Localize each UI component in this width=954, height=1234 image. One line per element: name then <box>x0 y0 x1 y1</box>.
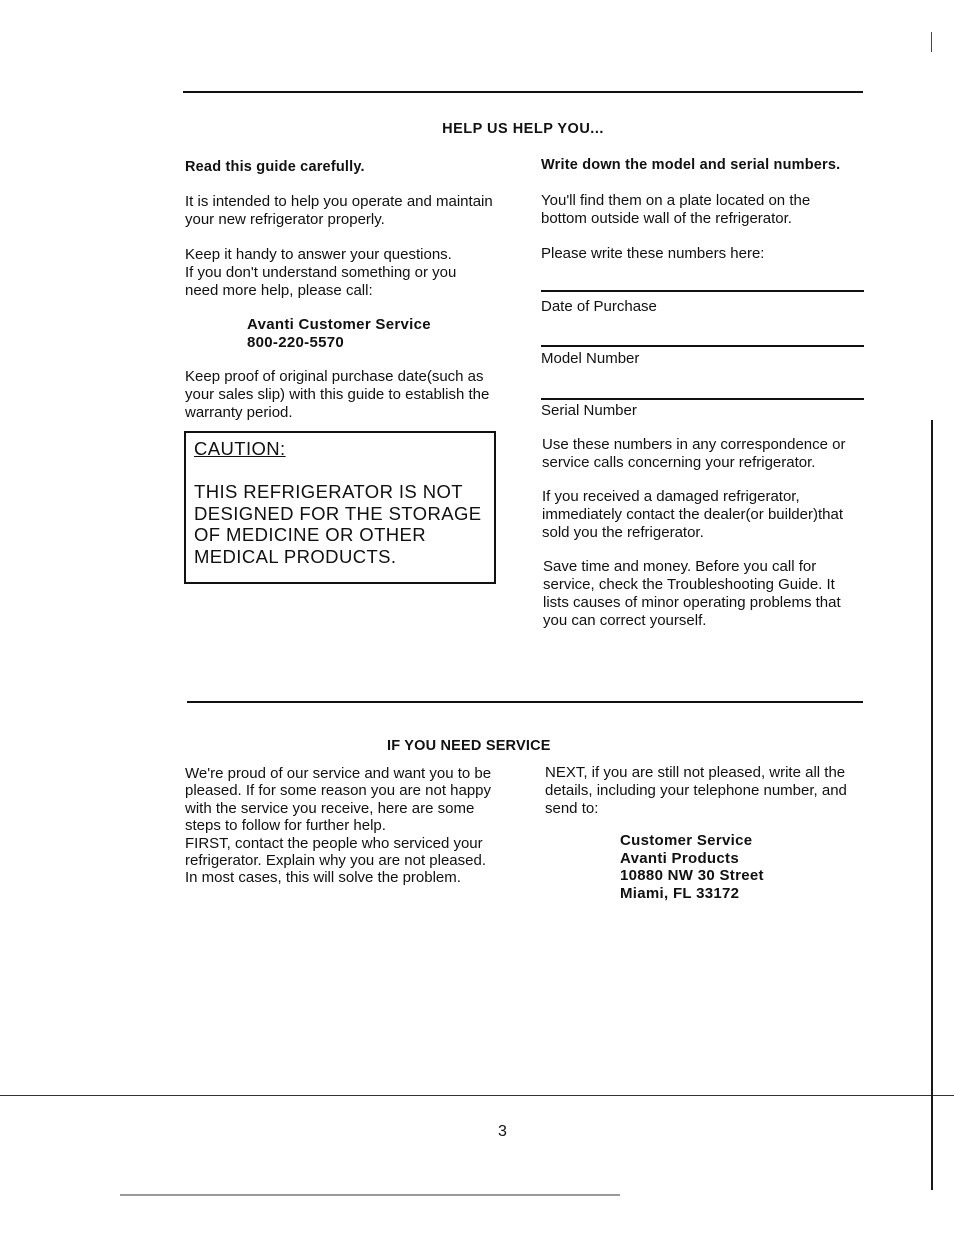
bottom-edge-rule <box>0 1095 954 1096</box>
service-left-text: We're proud of our service and want you to be pleased. If for some reason you are not happy with the service you receive, here are some steps to follow for further help. FIRST, contact the people who serviced your refrigerator. Explain why you are not pleased. In most cases, this will solve the problem. <box>185 765 492 887</box>
date-of-purchase-line <box>541 290 864 292</box>
section-title-service: IF YOU NEED SERVICE <box>387 738 551 754</box>
left-heading: Read this guide carefully. <box>185 159 365 175</box>
scan-edge-right <box>931 420 933 1190</box>
contact-phone: 800-220-5570 <box>247 334 345 351</box>
scan-noise-bottom <box>120 1194 620 1196</box>
model-number-label: Model Number <box>541 350 640 367</box>
left-para-2: Keep it handy to answer your questions. If you don't understand something or you need more help, please call: <box>185 246 457 299</box>
scan-edge-right-top <box>931 32 932 52</box>
page-number: 3 <box>498 1123 507 1140</box>
section-title-help: HELP US HELP YOU... <box>442 121 604 137</box>
right-para-3: Use these numbers in any correspondence or service calls concerning your refrigerator. <box>542 436 846 471</box>
right-para-1: You'll find them on a plate located on the bottom outside wall of the refrigerator. <box>541 192 811 227</box>
contact-name: Avanti Customer Service <box>247 316 431 333</box>
right-heading: Write down the model and serial numbers. <box>541 157 841 173</box>
caution-text: THIS REFRIGERATOR IS NOT DESIGNED FOR THE STORAGE OF MEDICINE OR OTHER MEDICAL PRODUCTS. <box>194 481 482 567</box>
serial-number-label: Serial Number <box>541 402 637 419</box>
serial-number-line <box>541 398 864 400</box>
service-address: Customer Service Avanti Products 10880 NW 30 Street Miami, FL 33172 <box>620 832 764 902</box>
right-para-5: Save time and money. Before you call for service, check the Troubleshooting Guide. It lists causes of minor operating problems that you can correct yourself. <box>543 558 841 629</box>
date-of-purchase-label: Date of Purchase <box>541 298 657 315</box>
caution-title: CAUTION: <box>194 438 286 459</box>
left-para-1: It is intended to help you operate and maintain your new refrigerator properly. <box>185 193 493 228</box>
service-section-rule <box>187 701 863 703</box>
left-para-3: Keep proof of original purchase date(such as your sales slip) with this guide to establish the warranty period. <box>185 368 490 421</box>
caution-box <box>184 431 496 584</box>
right-para-4: If you received a damaged refrigerator, immediately contact the dealer(or builder)that sold you the refrigerator. <box>542 488 843 541</box>
top-section-rule <box>183 91 863 93</box>
service-right-text: NEXT, if you are still not pleased, write all the details, including your telephone number, and send to: <box>545 764 847 817</box>
right-para-2: Please write these numbers here: <box>541 245 765 262</box>
model-number-line <box>541 345 864 347</box>
